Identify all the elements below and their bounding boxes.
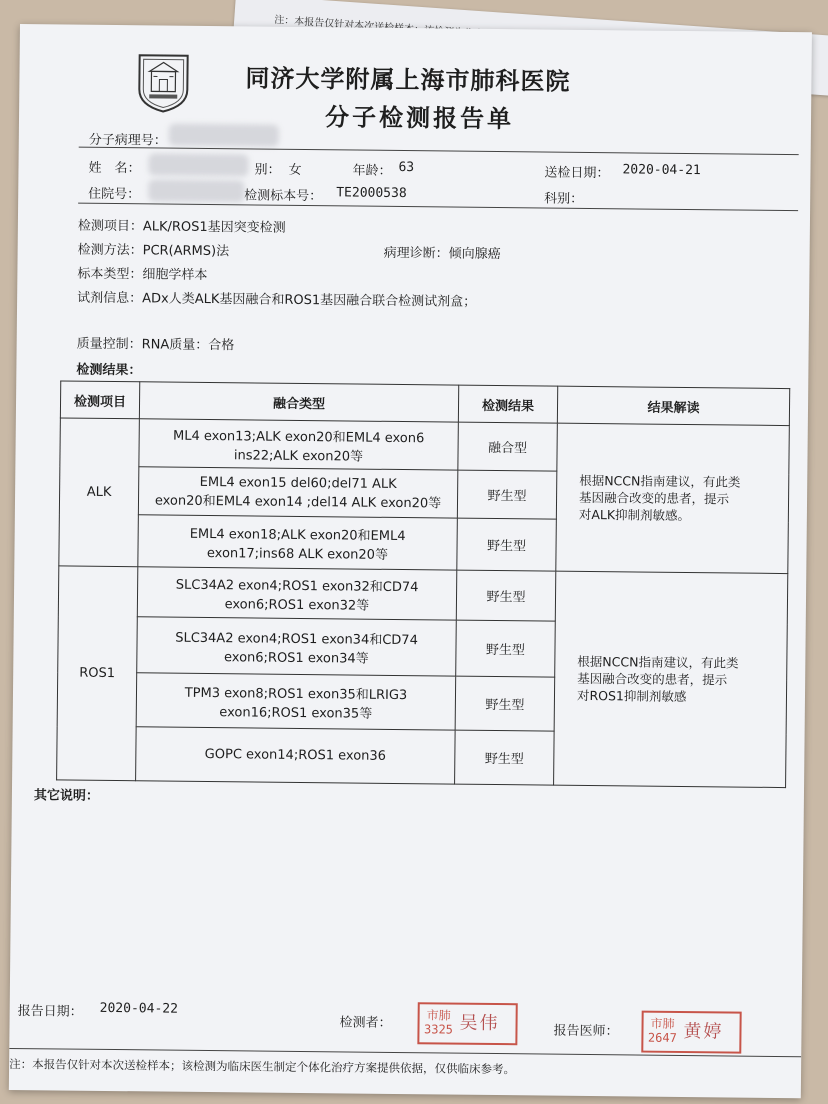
header-test-item: 检测项目 <box>60 381 139 419</box>
test-method-value: PCR(ARMS)法 <box>142 243 230 260</box>
report-date-value: 2020-04-22 <box>99 1000 179 1017</box>
report-sheet <box>9 24 812 1098</box>
redacted-name <box>148 153 248 176</box>
quality-control-row <box>77 333 235 354</box>
fusion-type-cell: SLC34A2 exon4;ROS1 exon34和CD74 exon6;ROS1 exon34等 <box>137 617 457 676</box>
test-method-row <box>78 239 230 260</box>
sample-type-label: 标本类型： <box>77 266 143 283</box>
specimen-number-value: TE2000538 <box>336 185 407 202</box>
header-interpretation: 结果解读 <box>557 386 789 425</box>
reagent-label: 试剂信息： <box>77 290 143 307</box>
fusion-type-cell: SLC34A2 exon4;ROS1 exon32和CD74 exon6;ROS1 exon32等 <box>137 567 457 620</box>
redacted-case-number <box>169 124 279 147</box>
submission-date-value: 2020-04-21 <box>622 162 701 179</box>
hospital-name: 同济大学附属上海市肺科医院 <box>245 64 571 96</box>
hospital-logo-icon <box>135 49 192 114</box>
gene-cell-ros1: ROS1 <box>57 566 138 781</box>
report-title: 分子检测报告单 <box>324 103 515 134</box>
gene-cell-alk: ALK <box>59 418 140 567</box>
diagnosis-label: 病理诊断： <box>383 245 449 262</box>
quality-control-value: RNA质量：合格 <box>141 337 235 354</box>
interpretation-cell-ros1: 根据NCCN指南建议，有此类 基因融合改变的患者，提示 对ROS1抑制剂敏感 <box>554 571 788 787</box>
result-cell: 野生型 <box>457 518 557 571</box>
department-label: 科别： <box>544 191 584 207</box>
other-notes-label: 其它说明： <box>33 788 100 804</box>
reagent-row <box>77 287 476 310</box>
report-date-label: 报告日期： <box>17 1004 83 1020</box>
result-cell: 野生型 <box>456 620 556 677</box>
age-label: 年龄： <box>352 163 392 179</box>
inpatient-number-label: 住院号： <box>88 186 141 203</box>
header-result: 检测结果 <box>458 385 557 423</box>
diagnosis-row <box>384 242 501 262</box>
footer-note: 注：本报告仅针对本次送检样本；该检测为临床医生制定个体化治疗方案提供依据，仅供临床参考。 <box>9 1056 516 1077</box>
doctor-stamp: 市肺 2647 黄婷 <box>641 1011 741 1054</box>
result-cell: 野生型 <box>455 676 555 731</box>
tester-label: 检测者： <box>339 1015 392 1031</box>
test-item-label: 检测项目： <box>77 218 143 235</box>
results-label: 检测结果： <box>76 362 142 379</box>
name-label: 姓 名： <box>88 160 141 177</box>
sample-type-value: 细胞学样本 <box>142 267 208 283</box>
sample-type-row <box>77 263 207 283</box>
test-method-label: 检测方法： <box>77 242 143 259</box>
table-row <box>58 566 787 624</box>
sex-label: 别： <box>254 162 281 178</box>
test-item-value: ALK/ROS1基因突变检测 <box>142 219 286 236</box>
table-row <box>60 418 789 474</box>
diagnosis-value: 倾向腺癌 <box>448 246 501 263</box>
tester-stamp: 市肺 3325 吴伟 <box>417 1002 517 1045</box>
results-table <box>56 380 790 788</box>
fusion-type-cell: GOPC exon14;ROS1 exon36 <box>136 727 456 784</box>
sex-value: 女 <box>288 162 302 178</box>
result-cell: 野生型 <box>456 570 556 621</box>
result-cell: 野生型 <box>455 730 555 785</box>
result-cell: 野生型 <box>457 470 556 519</box>
submission-date-label: 送检日期： <box>544 165 610 182</box>
interpretation-cell-alk: 根据NCCN指南建议，有此类 基因融合改变的患者，提示 对ALK抑制剂敏感。 <box>556 423 790 573</box>
fusion-type-cell: TPM3 exon8;ROS1 exon35和LRIG3 exon16;ROS1 exon35等 <box>136 673 456 730</box>
patient-divider <box>78 203 798 212</box>
fusion-type-cell: ML4 exon13;ALK exon20和EML4 exon6 ins22;ALK exon20等 <box>139 419 458 470</box>
fusion-type-cell: EML4 exon15 del60;del71 ALK exon20和EML4 exon14 ;del14 ALK exon20等 <box>138 467 457 518</box>
header-fusion-type: 融合类型 <box>139 382 458 422</box>
fusion-type-cell: EML4 exon18;ALK exon20和EML4 exon17;ins68 ALK exon20等 <box>138 515 458 570</box>
age-value: 63 <box>398 159 415 176</box>
reagent-value: ADx人类ALK基因融合和ROS1基因融合联合检测试剂盒； <box>142 291 477 310</box>
quality-control-label: 质量控制： <box>76 336 142 353</box>
result-cell: 融合型 <box>458 422 557 471</box>
test-item-row <box>78 215 286 236</box>
redacted-inpatient-number <box>148 179 244 202</box>
doctor-label: 报告医师： <box>553 1023 619 1040</box>
specimen-number-label: 检测标本号： <box>244 188 323 205</box>
case-number-label: 分子病理号： <box>88 132 167 149</box>
